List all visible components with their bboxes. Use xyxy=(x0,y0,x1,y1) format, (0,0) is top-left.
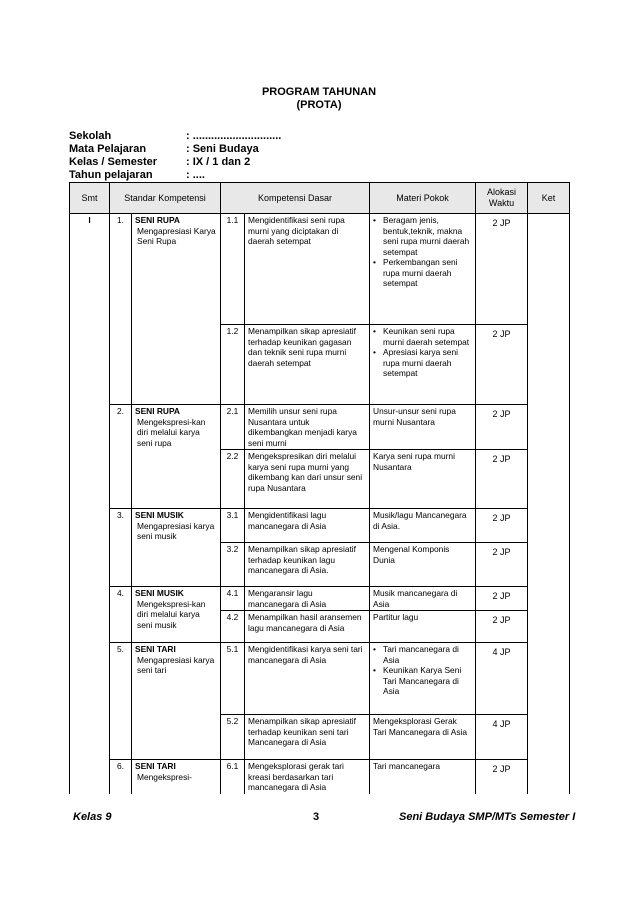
alokasi-cell: 2 JP xyxy=(476,587,528,611)
info-label: Sekolah xyxy=(69,130,112,142)
bullet-icon: • xyxy=(373,215,376,225)
info-value: : ............................. xyxy=(186,130,282,142)
page-subtitle: (PROTA) xyxy=(296,99,342,111)
materi-text: Musik mancanegara di Asia xyxy=(370,587,476,611)
kd-number: 3.2 xyxy=(221,543,245,587)
alokasi-cell: 4 JP xyxy=(476,715,528,760)
bullet-icon: • xyxy=(373,326,376,336)
alokasi-cell: 2 JP xyxy=(476,543,528,587)
materi-cell xyxy=(370,325,476,405)
info-value: : .... xyxy=(186,169,205,181)
info-value: : IX / 1 dan 2 xyxy=(186,156,251,168)
sk-number-empty xyxy=(110,325,132,405)
table-row xyxy=(70,325,570,405)
table-row xyxy=(70,760,570,794)
kd-text: Mengidentifikasi seni rupa murni yang diciptakan di daerah setempat xyxy=(245,214,370,325)
sk-number: 1. xyxy=(110,214,132,325)
alokasi-cell: 2 JP xyxy=(476,214,528,325)
kd-text: Menampilkan sikap apresiatif terhadap keunikan gagasan dan teknik seni rupa murni daerah setempat xyxy=(245,325,370,405)
sk-number-empty xyxy=(110,543,132,587)
bullet-icon: • xyxy=(373,257,376,267)
alokasi-cell: 2 JP xyxy=(476,611,528,643)
sk-title: SENI RUPA xyxy=(135,406,180,416)
sk-desc: Mengapresiasi karya seni musik xyxy=(137,520,215,541)
sk-desc: Mengekspresi- xyxy=(137,771,192,782)
materi-text: Tari mancanegara xyxy=(370,760,476,794)
info-row-tahun xyxy=(69,169,281,182)
sk-number-empty xyxy=(110,715,132,760)
kd-text: Menampilkan sikap apresiatif terhadap keunikan lagu mancanegara di Asia. xyxy=(245,543,370,587)
kd-number: 6.1 xyxy=(221,760,245,794)
sk-desc: Mengapresiasi karya seni tari xyxy=(137,654,215,675)
sk-number: 5. xyxy=(110,643,132,715)
kd-text: Mengidentifikasi lagu mancanegara di Asia xyxy=(245,509,370,543)
info-label: Tahun pelajaran xyxy=(69,169,153,181)
sk-desc: Mengekspresi-kan diri melalui karya seni rupa xyxy=(137,416,206,448)
kd-number: 5.1 xyxy=(221,643,245,715)
table-row xyxy=(70,509,570,543)
sk-cell xyxy=(132,405,221,509)
sk-cell-empty xyxy=(132,325,221,405)
materi-item: Beragam jenis, bentuk,teknik, makna seni rupa murni daerah setempat xyxy=(383,215,470,257)
sk-cell xyxy=(132,760,221,794)
info-row-mapel xyxy=(69,143,281,156)
sk-title: SENI MUSIK xyxy=(135,510,184,520)
kd-text: Mengekspresikan diri melalui karya seni rupa murni yang dikembang kan dari unsur seni rupa Nusantara xyxy=(245,450,370,509)
materi-text: Partitur lagu xyxy=(370,611,476,643)
kd-text: Menampilkan hasil aransemen lagu mancanegara di Asia xyxy=(245,611,370,643)
sk-number: 4. xyxy=(110,587,132,611)
bullet-icon: • xyxy=(373,665,376,675)
table-row xyxy=(70,405,570,450)
table-row xyxy=(70,214,570,325)
kd-number: 4.2 xyxy=(221,611,245,643)
alokasi-cell: 2 JP xyxy=(476,325,528,405)
sk-desc: Mengapresiasi Karya Seni Rupa xyxy=(137,225,216,246)
kd-number: 4.1 xyxy=(221,587,245,611)
sk-number: 3. xyxy=(110,509,132,543)
header-smt: Smt xyxy=(70,183,110,214)
materi-item: Apresiasi karya seni rupa murni daerah setempat xyxy=(383,347,458,378)
header-materi-pokok: Materi Pokok xyxy=(370,183,476,214)
alokasi-cell: 2 JP xyxy=(476,509,528,543)
header-kompetensi-dasar: Kompetensi Dasar xyxy=(221,183,370,214)
table-header-row xyxy=(70,183,570,214)
bullet-icon: • xyxy=(373,644,376,654)
footer-subject: Seni Budaya SMP/MTs Semester I xyxy=(399,811,576,823)
kd-number: 3.1 xyxy=(221,509,245,543)
alokasi-cell: 4 JP xyxy=(476,643,528,715)
header-alokasi-waktu: Alokasi Waktu xyxy=(476,183,528,214)
header-standar-kompetensi: Standar Kompetensi xyxy=(110,183,221,214)
header-ket: Ket xyxy=(528,183,570,214)
alokasi-cell: 2 JP xyxy=(476,760,528,794)
kd-text: Mengeksplorasi gerak tari kreasi berdasarkan tari mancanegara di Asia xyxy=(245,760,370,794)
sk-title: SENI RUPA xyxy=(135,215,180,225)
materi-text: Karya seni rupa murni Nusantara xyxy=(370,450,476,509)
alokasi-cell: 2 JP xyxy=(476,450,528,509)
kd-text: Mengidentifikasi karya seni tari mancanegara di Asia xyxy=(245,643,370,715)
materi-item: Keunikan Karya Seni Tari Mancanegara di Asia xyxy=(383,665,462,696)
semester-cell: I xyxy=(70,214,110,794)
sk-title: SENI TARI xyxy=(135,761,176,771)
table-row xyxy=(70,643,570,715)
list-item xyxy=(373,644,472,665)
list-item xyxy=(373,257,472,289)
kd-text: Memilih unsur seni rupa Nusantara untuk dikembangkan menjadi karya seni murni xyxy=(245,405,370,450)
page-number: 3 xyxy=(313,811,320,823)
bullet-icon: • xyxy=(373,347,376,357)
sk-number-empty xyxy=(110,611,132,643)
kd-number: 2.2 xyxy=(221,450,245,509)
info-row-sekolah xyxy=(69,130,281,143)
list-item xyxy=(373,665,472,697)
info-row-kelas xyxy=(69,156,281,169)
sk-number-empty xyxy=(110,450,132,509)
materi-text: Musik/lagu Mancanegara di Asia. xyxy=(370,509,476,543)
sk-number: 2. xyxy=(110,405,132,450)
page-title: PROGRAM TAHUNAN xyxy=(261,86,377,98)
sk-cell xyxy=(132,587,221,643)
sk-cell xyxy=(132,214,221,325)
materi-text: Mengeksplorasi Gerak Tari Mancanegara di Asia xyxy=(370,715,476,760)
info-label: Kelas / Semester xyxy=(69,156,158,168)
sk-title: SENI TARI xyxy=(135,644,176,654)
list-item xyxy=(373,347,472,379)
kd-number: 2.1 xyxy=(221,405,245,450)
kd-number: 1.1 xyxy=(221,214,245,325)
list-item xyxy=(373,326,472,347)
prota-table xyxy=(69,182,570,794)
table-row xyxy=(70,587,570,611)
sk-cell xyxy=(132,509,221,587)
ket-cell xyxy=(528,214,570,794)
alokasi-cell: 2 JP xyxy=(476,405,528,450)
kd-number: 1.2 xyxy=(221,325,245,405)
sk-title: SENI MUSIK xyxy=(135,588,184,598)
kd-number: 5.2 xyxy=(221,715,245,760)
kd-text: Menampilkan sikap apresiatif terhadap keunikan seni tari Mancanegara di Asia xyxy=(245,715,370,760)
info-block xyxy=(69,130,281,182)
materi-cell xyxy=(370,643,476,715)
materi-cell xyxy=(370,214,476,325)
kd-text: Mengaransir lagu mancanegara di Asia xyxy=(245,587,370,611)
list-item xyxy=(373,215,472,257)
sk-desc: Mengekspresi-kan diri melalui karya seni musik xyxy=(137,598,206,630)
sk-cell xyxy=(132,643,221,760)
materi-item: Perkembangan seni rupa murni daerah setempat xyxy=(383,257,458,288)
info-value: : Seni Budaya xyxy=(186,143,259,155)
materi-item: Tari mancanegara di Asia xyxy=(383,644,459,665)
footer-class: Kelas 9 xyxy=(73,811,112,823)
sk-number: 6. xyxy=(110,760,132,794)
materi-item: Keunikan seni rupa murni daerah setempat xyxy=(383,326,470,347)
materi-text: Unsur-unsur seni rupa murni Nusantara xyxy=(370,405,476,450)
info-label: Mata Pelajaran xyxy=(69,143,147,155)
materi-text: Mengenal Komponis Dunia xyxy=(370,543,476,587)
